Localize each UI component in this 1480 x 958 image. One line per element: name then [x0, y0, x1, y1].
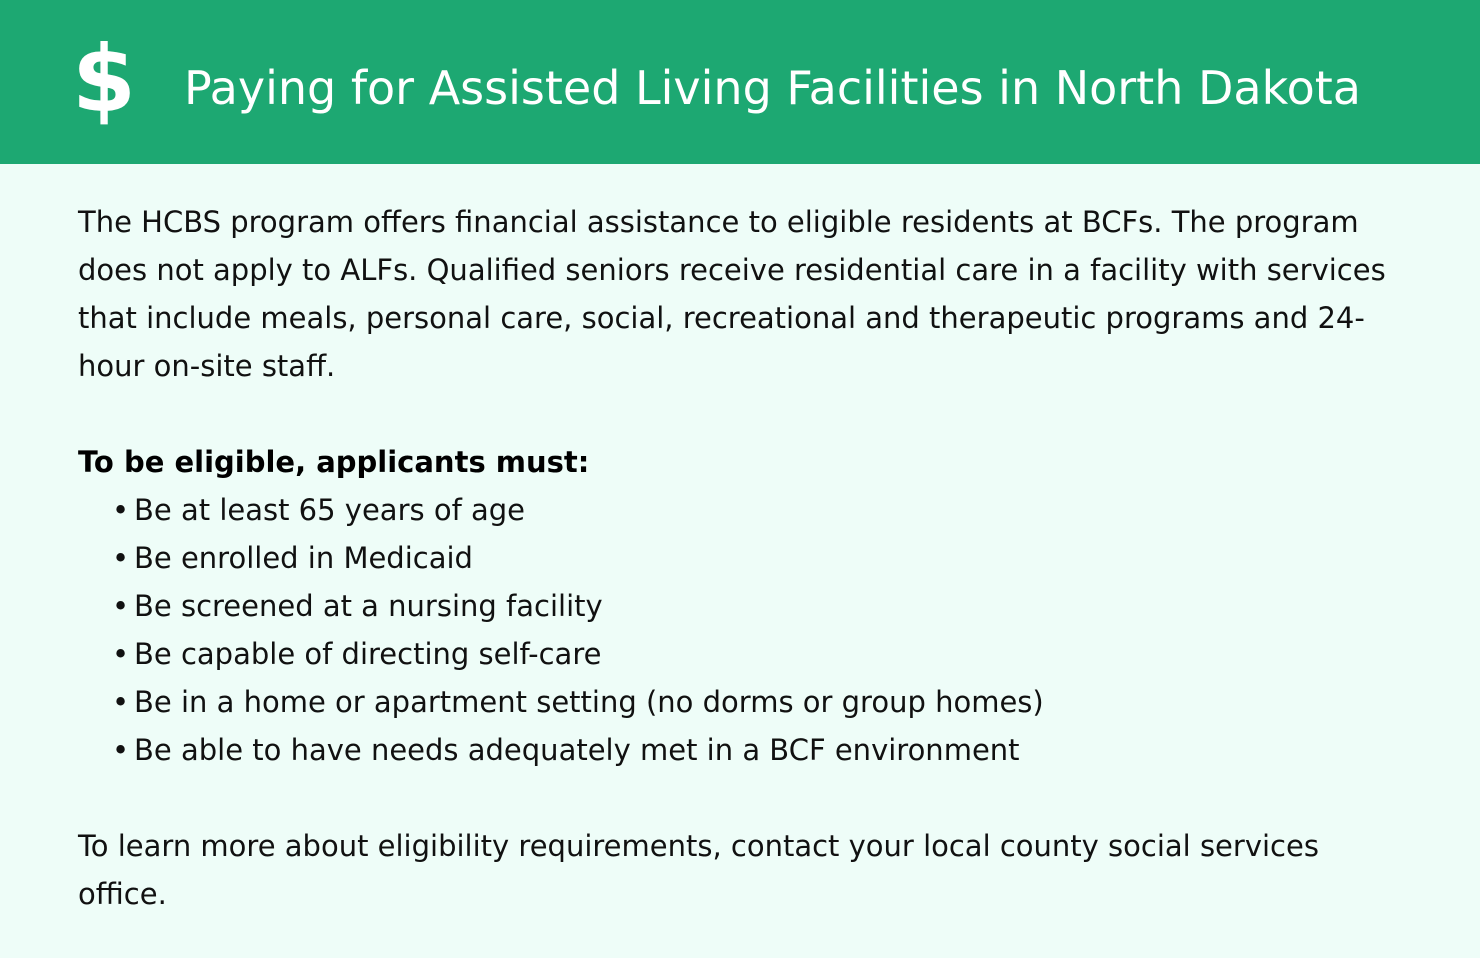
criteria-item-medicaid: • Be enrolled in Medicaid — [112, 534, 1423, 582]
header-banner — [0, 0, 1480, 164]
contact-note: To learn more about eligibility requirements, contact your local county social services office. — [78, 829, 1319, 911]
eligibility-criteria-list — [78, 486, 1423, 774]
criteria-item-self-care: • Be capable of directing self-care — [112, 630, 1423, 678]
criteria-item-needs: • Be able to have needs adequately met in a BCF environment — [112, 726, 1423, 774]
page-title: Paying for Assisted Living Facilities in North Dakota — [184, 61, 1361, 115]
eligibility-heading: To be eligible, applicants must: — [78, 445, 590, 479]
program-description: The HCBS program offers financial assistance to eligible residents at BCFs. The program does not apply to ALFs. Qualified seniors receive residential care in a facility with services that include meals, personal care, social, recreational and therapeutic programs and 24-hour on-site staff. — [78, 205, 1386, 383]
criteria-item-age: • Be at least 65 years of age — [112, 486, 1423, 534]
dollar-icon: $ — [72, 26, 137, 133]
criteria-item-setting: • Be in a home or apartment setting (no dorms or group homes) — [112, 678, 1423, 726]
info-content — [78, 198, 1423, 918]
criteria-item-screening: • Be screened at a nursing facility — [112, 582, 1423, 630]
